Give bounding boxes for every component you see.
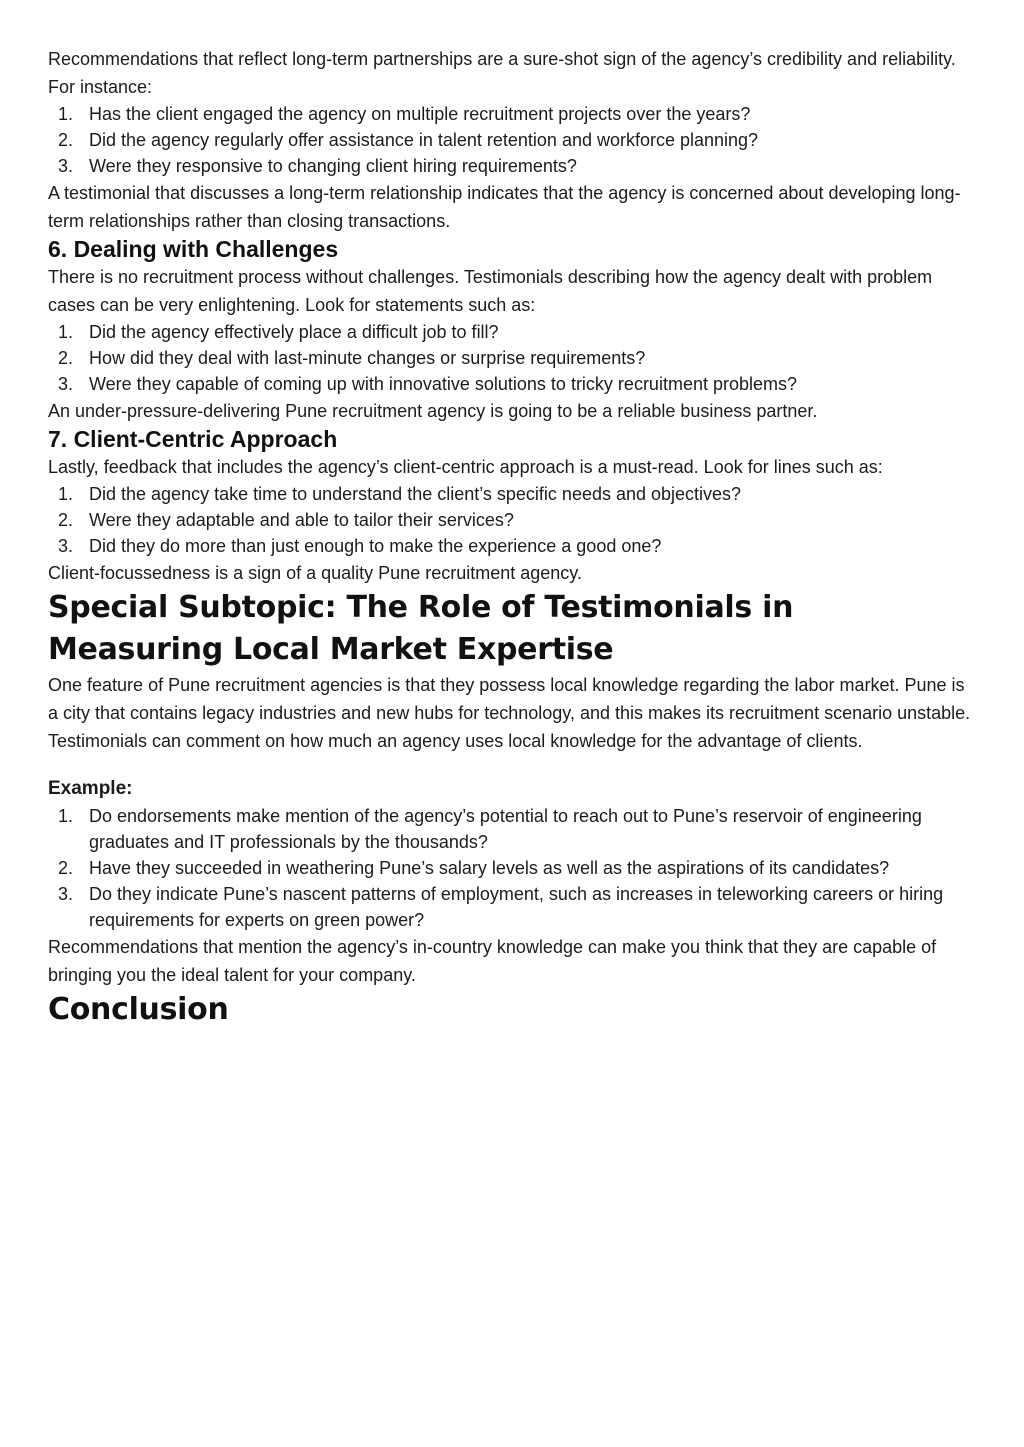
section-6-heading: 6. Dealing with Challenges <box>48 236 339 262</box>
list-item: 3. Did they do more than just enough to make the experience a good one? <box>58 536 662 556</box>
section-6-summary-paragraph: An under-pressure-delivering Pune recruitment agency is going to be a reliable business partner. <box>48 401 818 421</box>
list-item: 2. Have they succeeded in weathering Pune’s salary levels as well as the aspirations of its candidates? <box>58 858 890 878</box>
list-item: 1. Did the agency take time to understand the client’s specific needs and objectives? <box>58 484 742 504</box>
conclusion-heading: Conclusion <box>48 992 229 1027</box>
section-6-list <box>48 319 978 397</box>
list-item: 2. How did they deal with last-minute changes or surprise requirements? <box>58 348 646 368</box>
intro-list <box>48 101 978 179</box>
list-item: 3. Were they capable of coming up with innovative solutions to tricky recruitment problems? <box>58 374 798 394</box>
section-7-list <box>48 481 978 559</box>
article-body <box>48 45 978 1031</box>
special-subtopic-list <box>48 803 978 933</box>
list-item: 1. Do endorsements make mention of the agency’s potential to reach out to Pune’s reservoir of engineering graduates and IT professionals by the thousands? <box>58 806 922 852</box>
section-7-summary-paragraph: Client-focussedness is a sign of a quality Pune recruitment agency. <box>48 563 582 583</box>
section-7-paragraph: Lastly, feedback that includes the agency’s client-centric approach is a must-read. Look for lines such as: <box>48 457 883 477</box>
list-item: 2. Did the agency regularly offer assistance in talent retention and workforce planning? <box>58 130 759 150</box>
special-subtopic-heading: Special Subtopic: The Role of Testimonials in Measuring Local Market Expertise <box>48 590 794 667</box>
section-6-paragraph: There is no recruitment process without challenges. Testimonials describing how the agency dealt with problem cases can be very enlightening. Look for statements such as: <box>48 267 933 315</box>
list-item: 2. Were they adaptable and able to tailor their services? <box>58 510 514 530</box>
intro-paragraph: Recommendations that reflect long-term partnerships are a sure-shot sign of the agency’s credibility and reliability. For instance: <box>48 49 956 97</box>
list-item: 1. Has the client engaged the agency on multiple recruitment projects over the years? <box>58 104 751 124</box>
example-label: Example: <box>48 778 133 799</box>
list-item: 3. Do they indicate Pune’s nascent patterns of employment, such as increases in teleworking careers or hiring requirements for experts on green power? <box>58 884 944 930</box>
section-7-heading: 7. Client-Centric Approach <box>48 426 338 452</box>
special-subtopic-summary-paragraph: Recommendations that mention the agency’s in-country knowledge can make you think that they are capable of bringing you the ideal talent for your company. <box>48 937 937 985</box>
list-item: 1. Did the agency effectively place a difficult job to fill? <box>58 322 499 342</box>
list-item: 3. Were they responsive to changing client hiring requirements? <box>58 156 577 176</box>
special-subtopic-paragraph: One feature of Pune recruitment agencies is that they possess local knowledge regarding the labor market. Pune is a city that contains legacy industries and new hubs for technology, and this makes its recruitment scenario unstable. Testimonials can comment on how much an agency uses local knowledge for the advantage of clients. <box>48 675 971 751</box>
intro-summary-paragraph: A testimonial that discusses a long-term relationship indicates that the agency is concerned about developing long-term relationships rather than closing transactions. <box>48 183 961 231</box>
